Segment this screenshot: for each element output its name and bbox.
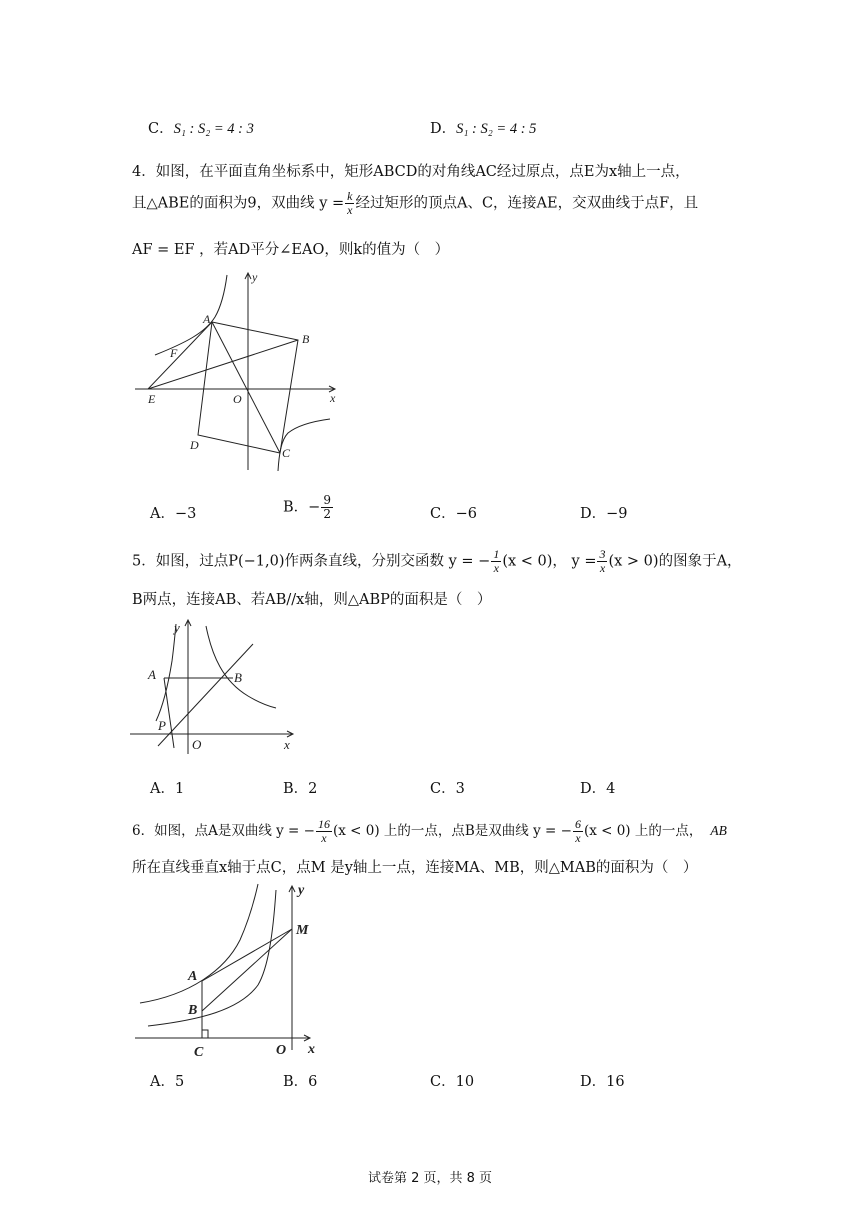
q6-line-am [202,929,292,981]
q5-label-b: B [234,670,242,685]
q6-label-x: x [308,1042,315,1057]
q5-label-a: A [148,667,156,682]
q5-option-a: A．1 [150,781,185,797]
q5-label-y: y [174,620,180,635]
q4-hyperbola-left [155,275,227,355]
q6-label-m: M [296,923,309,938]
q4-option-a: A．−3 [150,506,197,522]
page-footer: 试卷第 2 页，共 8 页 [367,1171,493,1186]
q4-line-2: 且△ABE的面积为9，双曲线 y = $\frac{k}{x}$ 经过矩形的顶点A、C，连接AE，交双曲线于点F，且 [132,189,699,217]
q4-diagonal-ac [212,322,280,453]
q5-option-b: B．2 [283,781,318,797]
q6-label-a: A [188,969,198,984]
q4-option-b: B．− $\frac{9}{2}$ [283,493,331,521]
q4-label-a: A [203,312,211,326]
q4-label-d: D [190,438,199,452]
q4-label-x: x [330,391,336,405]
q4-figure [130,265,350,480]
q6-label-y: y [298,883,305,898]
q6-hyperbola-b [148,890,276,1026]
q4-label-c: C [282,446,291,460]
q5-option-d: D．4 [580,781,616,797]
q5-figure [128,616,308,756]
q5-label-x: x [284,737,290,752]
q3-option-d: D．S₁ : S₂ = 4 : 5 [430,121,537,137]
q6-option-d: D．16 [580,1074,625,1090]
q6-hyperbola-a [140,884,258,1003]
q6-option-a: A．5 [150,1074,185,1090]
q5-hyperbola-left [156,624,176,721]
q5-line-2: B两点，连接AB、若AB//x轴，则△ABP的面积是（ ） [132,592,492,608]
q5-label-o: O [192,737,202,752]
q4-option-c: C．−6 [430,506,477,522]
q6-line-2: 所在直线垂直x轴于点C，点M 是y轴上一点，连接MA、MB，则△MAB的面积为（ ） [132,860,698,876]
q4-label-y: y [252,270,258,284]
q4-option-d: D．−9 [580,506,628,522]
q4-label-f: F [170,346,178,360]
q4-label-e: E [148,392,156,406]
q3-option-c: C．S₁ : S₂ = 4 : 3 [148,121,254,137]
q6-label-c: C [194,1045,204,1060]
q4-line-1: 4．如图，在平面直角坐标系中，矩形ABCD的对角线AC经过原点，点E为x轴上一点， [132,164,690,180]
q6-right-angle-mark [202,1030,208,1038]
q6-line-1: 6．如图，点A是双曲线 y = − $\frac{16}{x}$ (x < 0) 上的一点，点B是双曲线 y = − $\frac{6}{x}$ (x < 0) 上的一点， AB [132,817,727,845]
q4-label-b: B [302,332,310,346]
q6-label-o: O [276,1043,287,1058]
q5-line-1: 5．如图，过点P(−1,0)作两条直线，分别交函数 y = − $\frac{1}{x}$ (x < 0)， y = $\frac{3}{x}$ (x > 0)的图象于A， [132,547,742,575]
q4-hyperbola-right [278,419,330,471]
q5-hyperbola-right [206,626,276,708]
q6-option-b: B．6 [283,1074,318,1090]
q5-option-c: C．3 [430,781,465,797]
q5-label-p: P [158,718,166,733]
q6-label-b: B [188,1003,198,1018]
q6-option-c: C．10 [430,1074,475,1090]
q4-label-o: O [233,392,242,406]
q6-figure [130,880,330,1060]
q4-line-3: AF = EF ，若AD平分∠EAO，则k的值为（ ） [132,242,450,258]
